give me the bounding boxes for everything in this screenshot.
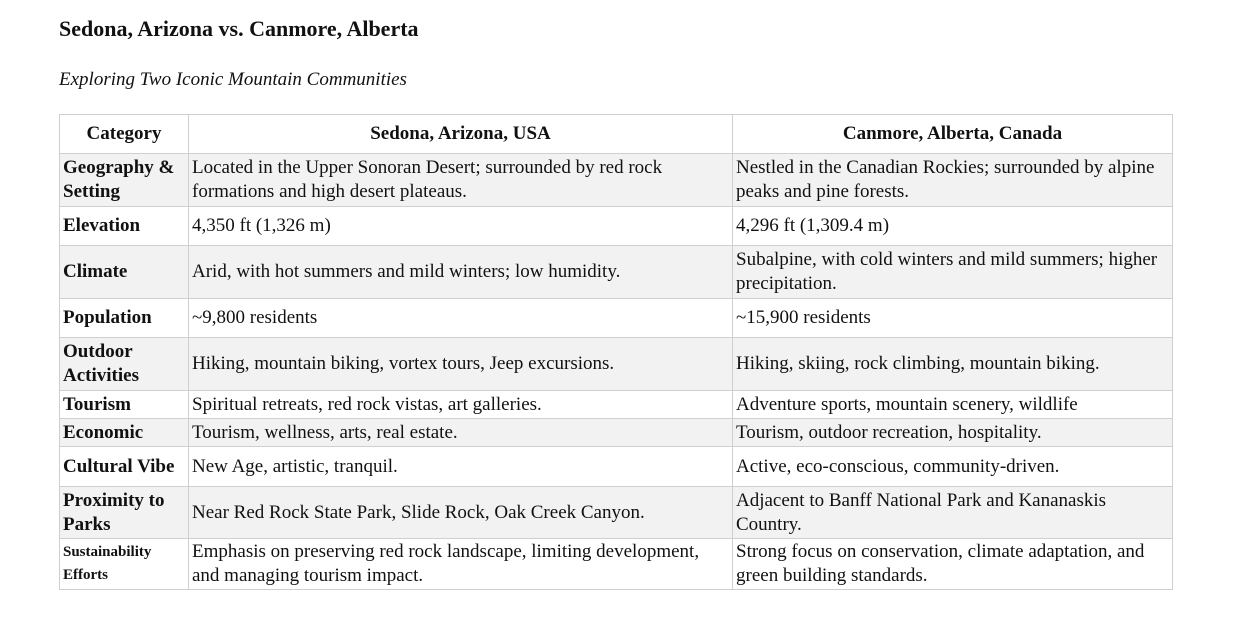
document-subtitle: Exploring Two Iconic Mountain Communities [59, 69, 407, 90]
row-canmore-value: Adventure sports, mountain scenery, wildlife [733, 391, 1173, 419]
row-canmore-value: Hiking, skiing, rock climbing, mountain biking. [733, 338, 1173, 391]
header-canmore: Canmore, Alberta, Canada [733, 115, 1173, 154]
row-category: Climate [60, 246, 189, 299]
row-category: Cultural Vibe [60, 447, 189, 487]
row-sedona-value: Arid, with hot summers and mild winters; low humidity. [189, 246, 733, 299]
row-category: Sustainability Efforts [60, 539, 189, 590]
row-sedona-value: 4,350 ft (1,326 m) [189, 207, 733, 246]
header-category: Category [60, 115, 189, 154]
row-category: Population [60, 299, 189, 338]
row-canmore-value: Adjacent to Banff National Park and Kananaskis Country. [733, 487, 1173, 539]
row-canmore-value: Active, eco-conscious, community-driven. [733, 447, 1173, 487]
table-row [60, 299, 1173, 338]
row-category: Elevation [60, 207, 189, 246]
row-sedona-value: Hiking, mountain biking, vortex tours, Jeep excursions. [189, 338, 733, 391]
table-header-row [60, 115, 1173, 154]
row-sedona-value: ~9,800 residents [189, 299, 733, 338]
table-row [60, 246, 1173, 299]
row-sedona-value: Near Red Rock State Park, Slide Rock, Oak Creek Canyon. [189, 487, 733, 539]
row-canmore-value: Tourism, outdoor recreation, hospitality. [733, 419, 1173, 447]
table-row [60, 154, 1173, 207]
table-row [60, 391, 1173, 419]
row-canmore-value: ~15,900 residents [733, 299, 1173, 338]
table-row [60, 338, 1173, 391]
table-row [60, 207, 1173, 246]
row-sedona-value: New Age, artistic, tranquil. [189, 447, 733, 487]
row-sedona-value: Emphasis on preserving red rock landscape, limiting development, and managing tourism impact. [189, 539, 733, 590]
row-sedona-value: Tourism, wellness, arts, real estate. [189, 419, 733, 447]
table-row [60, 447, 1173, 487]
row-canmore-value: 4,296 ft (1,309.4 m) [733, 207, 1173, 246]
comparison-table [59, 114, 1173, 590]
row-canmore-value: Subalpine, with cold winters and mild summers; higher precipitation. [733, 246, 1173, 299]
row-category: Geography & Setting [60, 154, 189, 207]
row-sedona-value: Spiritual retreats, red rock vistas, art galleries. [189, 391, 733, 419]
row-category: Tourism [60, 391, 189, 419]
header-sedona: Sedona, Arizona, USA [189, 115, 733, 154]
row-category: Outdoor Activities [60, 338, 189, 391]
row-category: Economic [60, 419, 189, 447]
table-row [60, 539, 1173, 590]
row-sedona-value: Located in the Upper Sonoran Desert; surrounded by red rock formations and high desert plateaus. [189, 154, 733, 207]
document-title: Sedona, Arizona vs. Canmore, Alberta [59, 16, 419, 41]
table-row [60, 419, 1173, 447]
row-canmore-value: Strong focus on conservation, climate adaptation, and green building standards. [733, 539, 1173, 590]
row-canmore-value: Nestled in the Canadian Rockies; surrounded by alpine peaks and pine forests. [733, 154, 1173, 207]
table-row [60, 487, 1173, 539]
row-category: Proximity to Parks [60, 487, 189, 539]
